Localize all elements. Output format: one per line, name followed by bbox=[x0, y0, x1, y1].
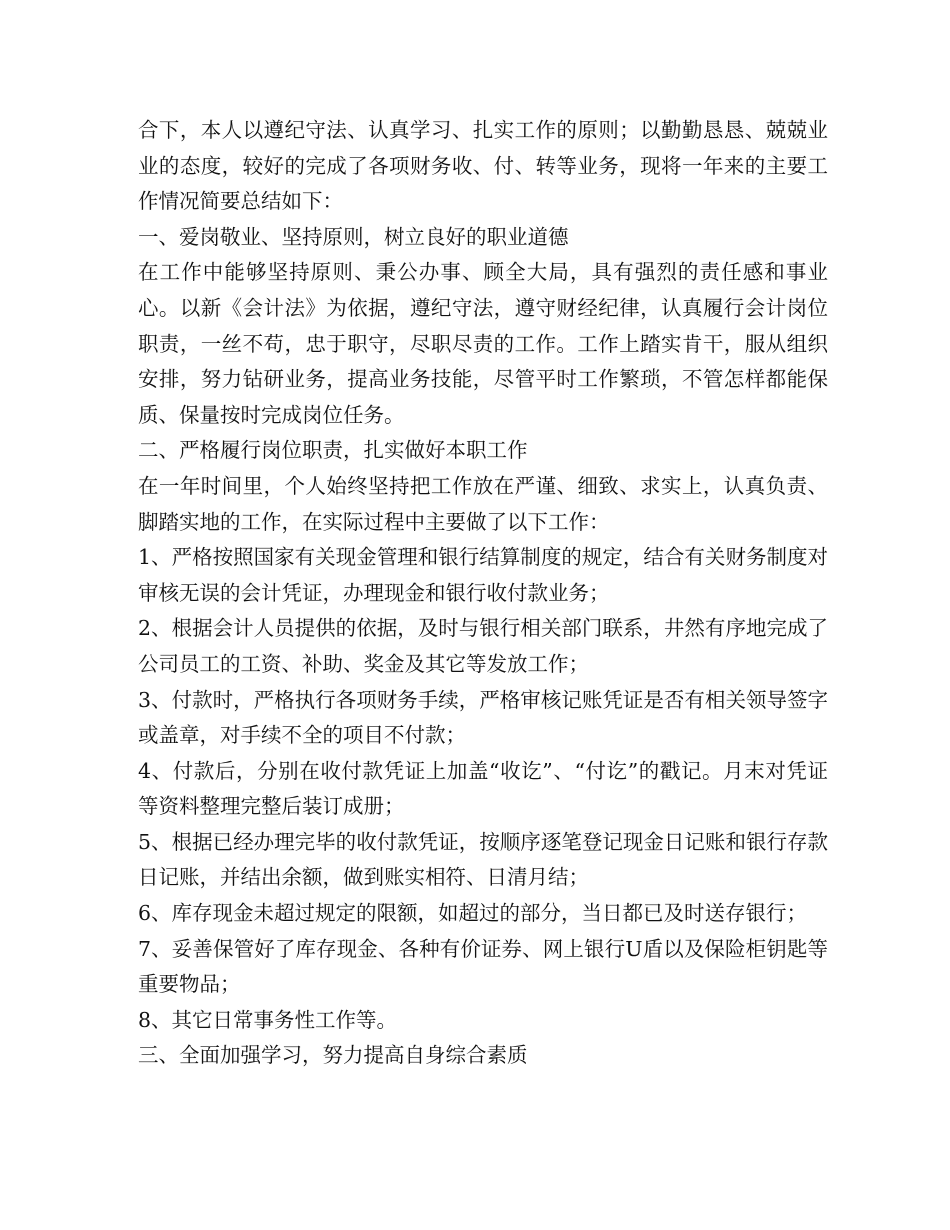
list-item: 8、其它日常事务性工作等。 bbox=[138, 1007, 398, 1032]
list-item: 3、付款时，严格执行各项财务手续，严格审核记账凭证是否有相关领导签字或盖章，对手续不全的项目不付款； bbox=[138, 687, 828, 748]
section-heading: 三、全面加强学习，努力提高自身综合素质 bbox=[138, 1043, 528, 1068]
list-item: 5、根据已经办理完毕的收付款凭证，按顺序逐笔登记现金日记账和银行存款日记账，并结出余额，做到账实相符、日清月结； bbox=[138, 829, 828, 890]
section-heading: 一、爱岗敬业、坚持原则，树立良好的职业道德 bbox=[138, 224, 569, 249]
list-item: 1、严格按照国家有关现金管理和银行结算制度的规定，结合有关财务制度对审核无误的会计凭证，办理现金和银行收付款业务； bbox=[138, 545, 828, 605]
paragraph: 合下，本人以遵纪守法、认真学习、扎实工作的原则；以勤勤恳恳、兢兢业业的态度，较好的完成了各项财务收、付、转等业务，现将一年来的主要工作情况简要总结如下： bbox=[138, 118, 828, 214]
list-item: 6、库存现金未超过规定的限额，如超过的部分，当日都已及时送存银行； bbox=[138, 901, 808, 926]
list-item: 7、妥善保管好了库存现金、各种有价证券、网上银行U盾以及保险柜钥匙等重要物品； bbox=[138, 936, 828, 997]
section-heading: 二、严格履行岗位职责，扎实做好本职工作 bbox=[138, 438, 528, 463]
document-body bbox=[138, 113, 828, 1074]
list-item: 2、根据会计人员提供的依据，及时与银行相关部门联系，井然有序地完成了公司员工的工资、补助、奖金及其它等发放工作； bbox=[138, 616, 828, 676]
list-item: 4、付款后，分别在收付款凭证上加盖“收讫”、“付讫”的戳记。月末对凭证等资料整理完整后装订成册； bbox=[138, 758, 828, 819]
paragraph: 在工作中能够坚持原则、秉公办事、顾全大局，具有强烈的责任感和事业心。以新《会计法》为依据，遵纪守法，遵守财经纪律，认真履行会计岗位职责，一丝不苟，忠于职守，尽职尽责的工作。工作上踏实肯干，服从组织安排，努力钻研业务，提高业务技能，尽管平时工作繁琐，不管怎样都能保质、保量按时完成岗位任务。 bbox=[138, 260, 828, 427]
paragraph: 在一年时间里，个人始终坚持把工作放在严谨、细致、求实上，认真负责、脚踏实地的工作，在实际过程中主要做了以下工作： bbox=[138, 473, 828, 534]
